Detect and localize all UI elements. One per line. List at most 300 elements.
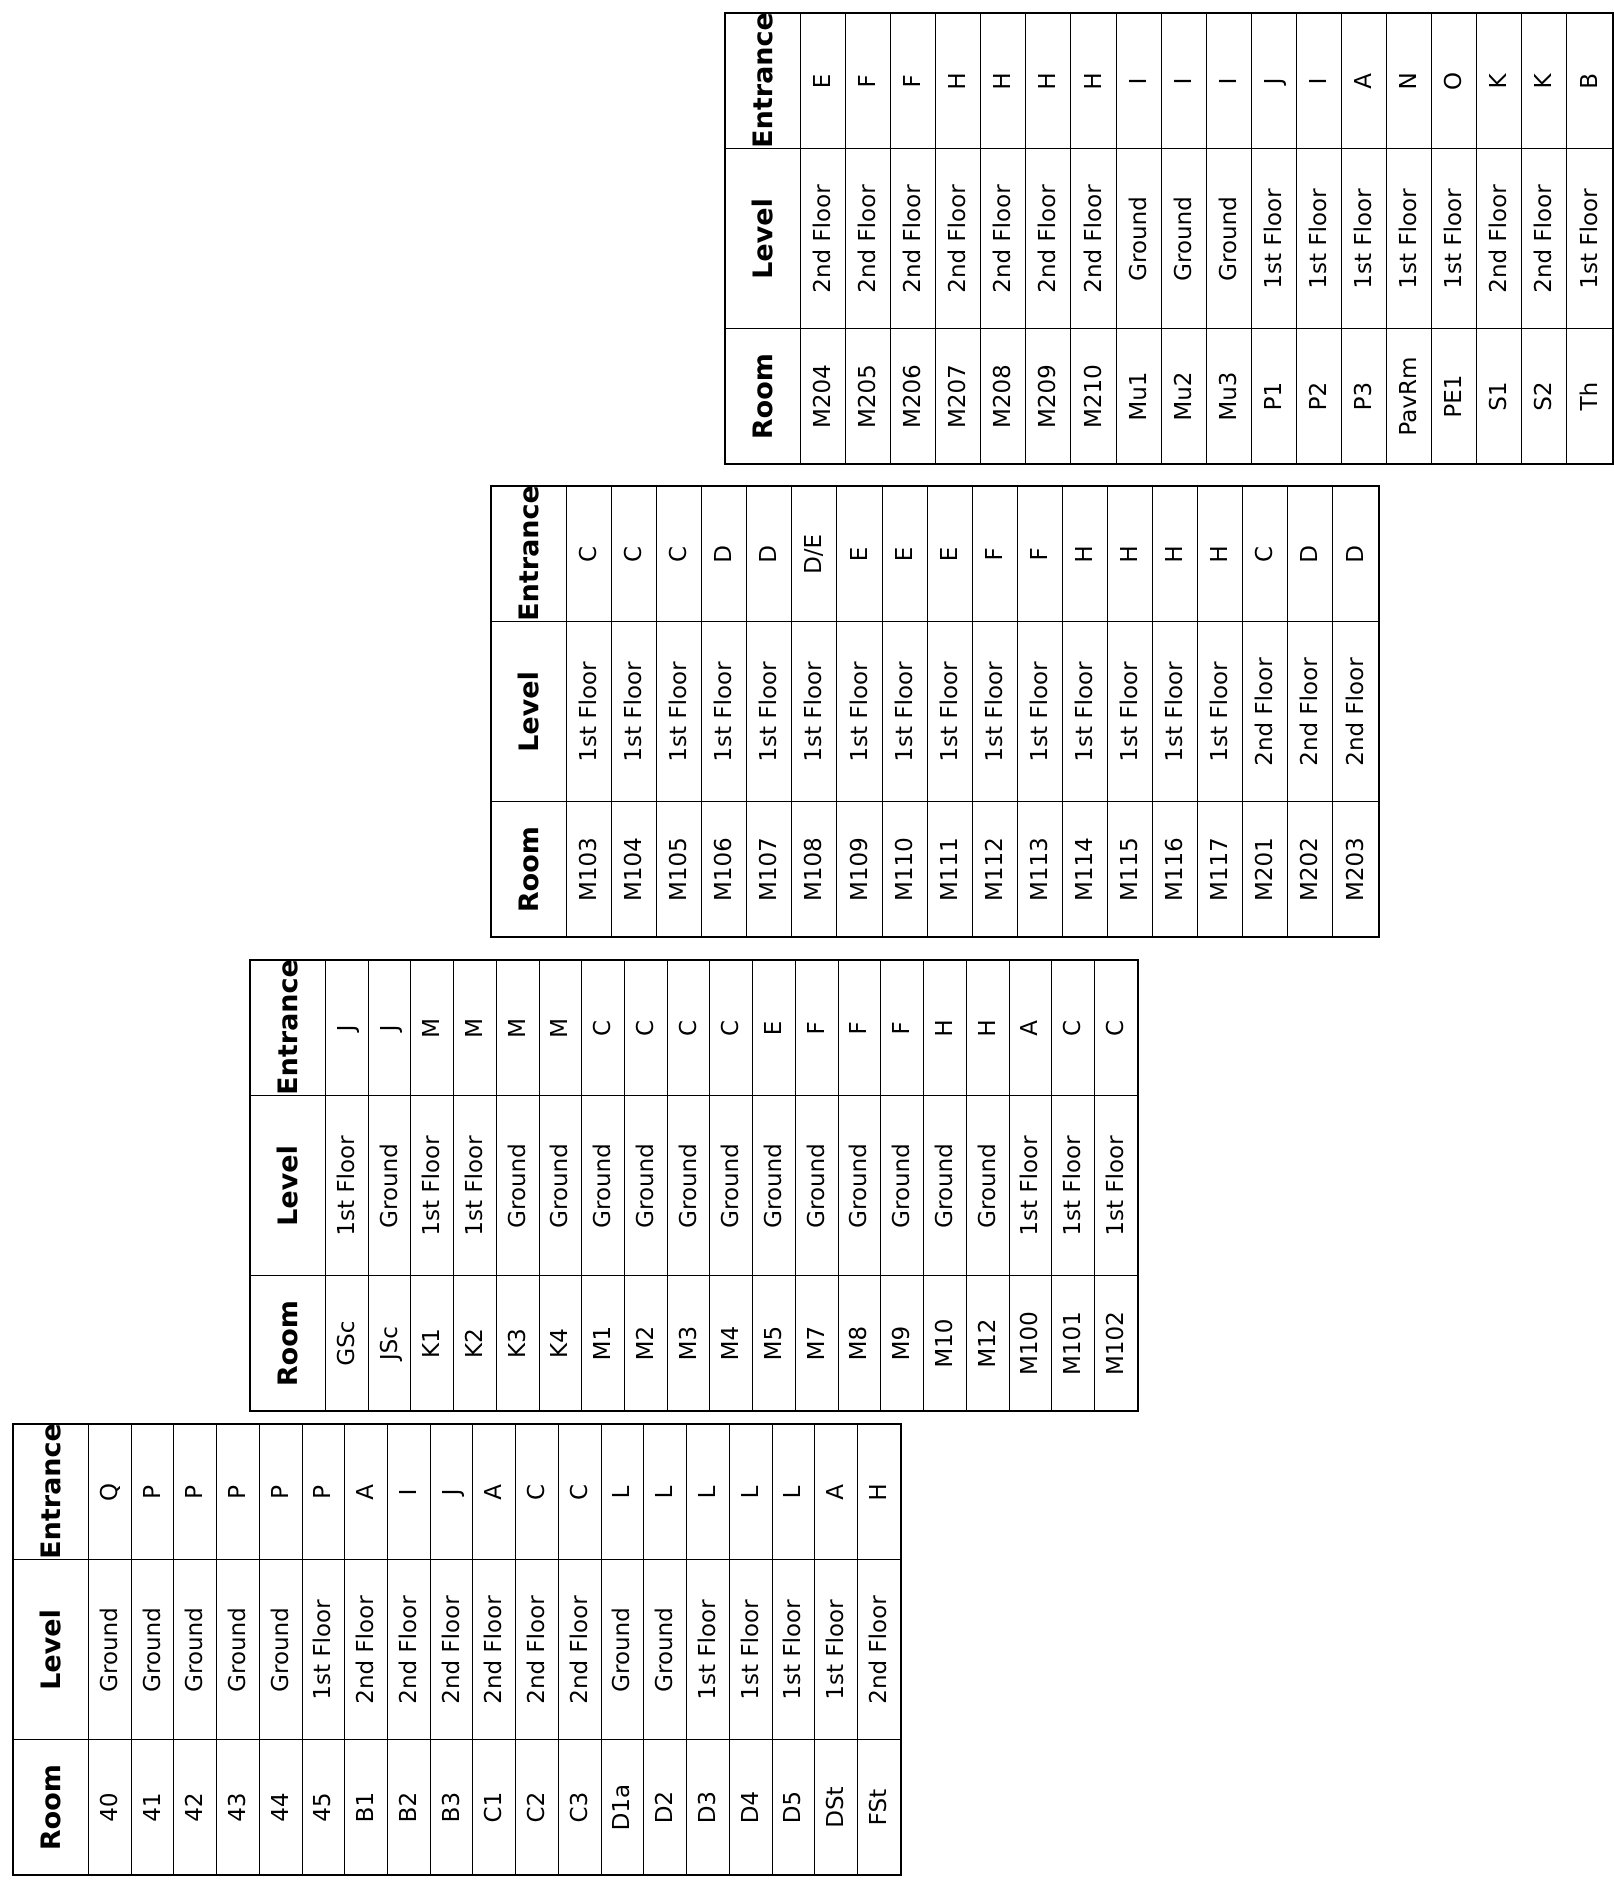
room-header: Room [250,1276,326,1411]
table-row [729,1424,772,1875]
room-cell: M205 [846,329,891,464]
level-cell: 1st Floor [1052,1095,1095,1275]
level-cell: 1st Floor [1153,621,1198,801]
table-row [1052,960,1095,1411]
room-cell: M2 [625,1276,668,1411]
entrance-cell: C [657,486,702,621]
entrance-cell: H [857,1424,901,1559]
room-cell: M111 [927,802,972,937]
room-cell: M10 [924,1276,967,1411]
room-cell: M201 [1243,802,1288,937]
table-row [388,1424,431,1875]
entrance-cell: H [1107,486,1152,621]
level-cell: 1st Floor [302,1559,345,1739]
table-row [601,1424,644,1875]
entrance-cell: B [1567,13,1613,148]
level-header: Level [13,1559,89,1739]
level-cell: 1st Floor [612,621,657,801]
table-row [1333,486,1379,937]
entrance-cell: I [388,1424,431,1559]
entrance-header: Entrance [13,1424,89,1559]
entrance-cell: E [801,13,846,148]
level-cell: 2nd Floor [891,148,936,328]
table-row [567,486,612,937]
level-cell: 2nd Floor [1522,148,1567,328]
room-cell: M113 [1017,802,1062,937]
room-header: Room [13,1740,89,1875]
level-cell: 1st Floor [687,1559,730,1739]
room-cell: M114 [1062,802,1107,937]
level-cell: Ground [795,1095,838,1275]
table-row [881,960,924,1411]
level-cell: 2nd Floor [1243,621,1288,801]
header-row [13,1424,89,1875]
entrance-cell: E [753,960,796,1095]
level-cell: Ground [217,1559,260,1739]
table-row [625,960,668,1411]
table-row [1567,13,1613,464]
table-row [657,486,702,937]
room-cell: C3 [558,1740,601,1875]
level-cell: Ground [881,1095,924,1275]
entrance-cell: C [1094,960,1138,1095]
table-row [772,1424,815,1875]
entrance-cell: E [837,486,882,621]
entrance-cell: J [430,1424,473,1559]
entrance-cell: P [217,1424,260,1559]
table-row [1071,13,1116,464]
table-row [1026,13,1071,464]
level-cell: Ground [174,1559,217,1739]
table-row [1432,13,1477,464]
level-cell: Ground [924,1095,967,1275]
level-cell: 1st Floor [411,1095,454,1275]
level-cell: 1st Floor [1062,621,1107,801]
table-row [1243,486,1288,937]
entrance-cell: O [1432,13,1477,148]
level-header: Level [491,621,567,801]
table-row [687,1424,730,1875]
level-cell: 2nd Floor [516,1559,559,1739]
entrance-cell: P [302,1424,345,1559]
table-row [302,1424,345,1875]
level-cell: 2nd Floor [430,1559,473,1739]
room-cell: 45 [302,1740,345,1875]
entrance-cell: M [454,960,497,1095]
room-cell: DSt [815,1740,858,1875]
table-row [792,486,837,937]
entrance-cell: M [539,960,582,1095]
table-row [131,1424,174,1875]
entrance-cell: L [729,1424,772,1559]
level-cell: 1st Floor [1251,148,1296,328]
level-header: Level [250,1095,326,1275]
level-cell: 2nd Floor [1071,148,1116,328]
level-cell: 1st Floor [454,1095,497,1275]
level-cell: 2nd Floor [473,1559,516,1739]
level-cell: Ground [710,1095,753,1275]
room-table-1 [12,1423,902,1876]
level-cell: 2nd Floor [981,148,1026,328]
table-row [753,960,796,1411]
room-cell: C2 [516,1740,559,1875]
room-cell: K4 [539,1276,582,1411]
room-cell: PavRm [1387,329,1432,464]
level-cell: Ground [601,1559,644,1739]
entrance-cell: P [174,1424,217,1559]
entrance-header: Entrance [491,486,567,621]
room-cell: Mu2 [1161,329,1206,464]
room-cell: Th [1567,329,1613,464]
entrance-cell: M [411,960,454,1095]
entrance-cell: D/E [792,486,837,621]
entrance-cell: H [924,960,967,1095]
level-header: Level [725,148,801,328]
room-cell: M7 [795,1276,838,1411]
level-cell: Ground [539,1095,582,1275]
level-cell: 1st Floor [837,621,882,801]
level-cell: 1st Floor [1387,148,1432,328]
room-cell: M115 [1107,802,1152,937]
room-header: Room [491,802,567,937]
table-row [411,960,454,1411]
entrance-cell: A [473,1424,516,1559]
room-cell: FSt [857,1740,901,1875]
room-cell: M9 [881,1276,924,1411]
room-cell: B1 [345,1740,388,1875]
room-cell: D1a [601,1740,644,1875]
entrance-cell: F [838,960,881,1095]
level-cell: 1st Floor [792,621,837,801]
table-row [1107,486,1152,937]
level-cell: 1st Floor [1198,621,1243,801]
room-cell: S1 [1477,329,1522,464]
entrance-cell: F [795,960,838,1095]
level-cell: 1st Floor [972,621,1017,801]
room-cell: M210 [1071,329,1116,464]
table-row [857,1424,901,1875]
table-row [846,13,891,464]
table-row [217,1424,260,1875]
room-table-2 [249,959,1139,1412]
table-row [1198,486,1243,937]
table-row [1522,13,1567,464]
table-row [815,1424,858,1875]
level-cell: 1st Floor [1567,148,1613,328]
level-cell: 2nd Floor [1288,621,1333,801]
level-cell: 2nd Floor [936,148,981,328]
entrance-cell: I [1116,13,1161,148]
table-row [924,960,967,1411]
room-cell: M103 [567,802,612,937]
table-row [612,486,657,937]
entrance-cell: H [1062,486,1107,621]
level-cell: Ground [1116,148,1161,328]
entrance-cell: D [747,486,792,621]
entrance-cell: J [326,960,369,1095]
entrance-cell: C [612,486,657,621]
level-cell: 1st Floor [772,1559,815,1739]
room-cell: M8 [838,1276,881,1411]
entrance-cell: C [667,960,710,1095]
entrance-cell: N [1387,13,1432,148]
level-cell: Ground [625,1095,668,1275]
room-cell: P1 [1251,329,1296,464]
level-cell: 2nd Floor [1333,621,1379,801]
entrance-cell: F [846,13,891,148]
table-row [1206,13,1251,464]
header-row [491,486,567,937]
table-row [1341,13,1386,464]
level-cell: Ground [496,1095,539,1275]
table-row [1251,13,1296,464]
table-row [1387,13,1432,464]
table-row [981,13,1026,464]
level-cell: 2nd Floor [558,1559,601,1739]
level-cell: Ground [368,1095,411,1275]
table-row [1296,13,1341,464]
entrance-cell: I [1206,13,1251,148]
entrance-cell: Q [89,1424,132,1559]
room-cell: P3 [1341,329,1386,464]
table-row [667,960,710,1411]
level-cell: 2nd Floor [846,148,891,328]
entrance-cell: K [1477,13,1522,148]
room-cell: 44 [259,1740,302,1875]
room-cell: Mu1 [1116,329,1161,464]
entrance-cell: F [972,486,1017,621]
level-cell: Ground [1206,148,1251,328]
level-cell: 1st Floor [882,621,927,801]
table-row [1009,960,1052,1411]
level-cell: Ground [667,1095,710,1275]
room-cell: M107 [747,802,792,937]
entrance-cell: C [625,960,668,1095]
level-cell: 2nd Floor [1477,148,1522,328]
room-cell: M5 [753,1276,796,1411]
entrance-cell: F [891,13,936,148]
room-cell: K3 [496,1276,539,1411]
room-cell: D2 [644,1740,687,1875]
level-cell: Ground [838,1095,881,1275]
table-row [174,1424,217,1875]
room-cell: JSc [368,1276,411,1411]
room-cell: M110 [882,802,927,937]
level-cell: 1st Floor [927,621,972,801]
entrance-cell: H [966,960,1009,1095]
table-row [539,960,582,1411]
table-row [1062,486,1107,937]
entrance-cell: L [687,1424,730,1559]
level-cell: Ground [1161,148,1206,328]
level-cell: 1st Floor [1341,148,1386,328]
room-cell: M12 [966,1276,1009,1411]
level-cell: Ground [131,1559,174,1739]
level-cell: 1st Floor [729,1559,772,1739]
room-cell: P2 [1296,329,1341,464]
entrance-cell: I [1296,13,1341,148]
table-row [795,960,838,1411]
room-table-4 [724,12,1614,465]
entrance-cell: L [644,1424,687,1559]
entrance-cell: C [558,1424,601,1559]
level-cell: 2nd Floor [388,1559,431,1739]
entrance-cell: E [927,486,972,621]
level-cell: 2nd Floor [345,1559,388,1739]
entrance-cell: L [601,1424,644,1559]
level-cell: 1st Floor [657,621,702,801]
level-cell: 1st Floor [1094,1095,1138,1275]
room-cell: M100 [1009,1276,1052,1411]
table-row [801,13,846,464]
level-cell: Ground [753,1095,796,1275]
table-row [702,486,747,937]
room-cell: D3 [687,1740,730,1875]
table-row [516,1424,559,1875]
entrance-cell: C [1052,960,1095,1095]
table-row [582,960,625,1411]
entrance-cell: C [1243,486,1288,621]
room-cell: K2 [454,1276,497,1411]
level-cell: 1st Floor [702,621,747,801]
entrance-cell: H [1026,13,1071,148]
room-cell: PE1 [1432,329,1477,464]
room-cell: M204 [801,329,846,464]
room-cell: M203 [1333,802,1379,937]
entrance-cell: H [1198,486,1243,621]
entrance-cell: P [259,1424,302,1559]
table-row [558,1424,601,1875]
room-cell: C1 [473,1740,516,1875]
entrance-header: Entrance [725,13,801,148]
table-row [1017,486,1062,937]
room-cell: Mu3 [1206,329,1251,464]
entrance-cell: H [936,13,981,148]
table-row [473,1424,516,1875]
level-cell: 1st Floor [1017,621,1062,801]
table-row [966,960,1009,1411]
level-cell: 1st Floor [326,1095,369,1275]
table-row [89,1424,132,1875]
level-cell: Ground [966,1095,1009,1275]
entrance-cell: J [1251,13,1296,148]
room-cell: 41 [131,1740,174,1875]
room-cell: D5 [772,1740,815,1875]
table-row [891,13,936,464]
room-cell: M207 [936,329,981,464]
entrance-cell: F [1017,486,1062,621]
room-cell: M208 [981,329,1026,464]
room-cell: B3 [430,1740,473,1875]
entrance-cell: I [1161,13,1206,148]
room-cell: M206 [891,329,936,464]
entrance-cell: H [1153,486,1198,621]
level-cell: 2nd Floor [1026,148,1071,328]
table-row [837,486,882,937]
room-cell: M3 [667,1276,710,1411]
room-cell: 42 [174,1740,217,1875]
table-row [747,486,792,937]
room-cell: S2 [1522,329,1567,464]
table-row [927,486,972,937]
table-row [972,486,1017,937]
entrance-cell: K [1522,13,1567,148]
entrance-cell: D [1333,486,1379,621]
level-cell: 1st Floor [1432,148,1477,328]
table-row [326,960,369,1411]
level-cell: 1st Floor [815,1559,858,1739]
entrance-cell: C [516,1424,559,1559]
room-cell: 43 [217,1740,260,1875]
room-cell: M116 [1153,802,1198,937]
room-cell: M109 [837,802,882,937]
table-row [1288,486,1333,937]
room-cell: K1 [411,1276,454,1411]
room-cell: M104 [612,802,657,937]
entrance-cell: H [1071,13,1116,148]
room-cell: M117 [1198,802,1243,937]
entrance-cell: M [496,960,539,1095]
level-cell: 1st Floor [1107,621,1152,801]
table-row [1094,960,1138,1411]
room-cell: M112 [972,802,1017,937]
table-row [496,960,539,1411]
room-cell: B2 [388,1740,431,1875]
room-table-3 [490,485,1380,938]
entrance-cell: E [882,486,927,621]
level-cell: 1st Floor [1296,148,1341,328]
entrance-cell: A [1009,960,1052,1095]
entrance-cell: A [1341,13,1386,148]
room-cell: M102 [1094,1276,1138,1411]
level-cell: 2nd Floor [857,1559,901,1739]
level-cell: Ground [259,1559,302,1739]
table-row [710,960,753,1411]
room-cell: M105 [657,802,702,937]
entrance-cell: C [710,960,753,1095]
level-cell: 1st Floor [567,621,612,801]
header-row [250,960,326,1411]
header-row [725,13,801,464]
room-cell: 40 [89,1740,132,1875]
table-row [644,1424,687,1875]
entrance-header: Entrance [250,960,326,1095]
entrance-cell: A [345,1424,388,1559]
entrance-cell: C [567,486,612,621]
table-row [1116,13,1161,464]
level-cell: Ground [582,1095,625,1275]
entrance-cell: L [772,1424,815,1559]
level-cell: 2nd Floor [801,148,846,328]
table-row [1153,486,1198,937]
room-cell: GSc [326,1276,369,1411]
room-cell: M4 [710,1276,753,1411]
entrance-cell: P [131,1424,174,1559]
room-cell: D4 [729,1740,772,1875]
table-row [882,486,927,937]
entrance-cell: J [368,960,411,1095]
table-row [430,1424,473,1875]
table-row [1477,13,1522,464]
room-cell: M209 [1026,329,1071,464]
room-cell: M106 [702,802,747,937]
table-row [368,960,411,1411]
level-cell: 1st Floor [747,621,792,801]
room-cell: M108 [792,802,837,937]
table-row [838,960,881,1411]
table-row [1161,13,1206,464]
level-cell: Ground [644,1559,687,1739]
